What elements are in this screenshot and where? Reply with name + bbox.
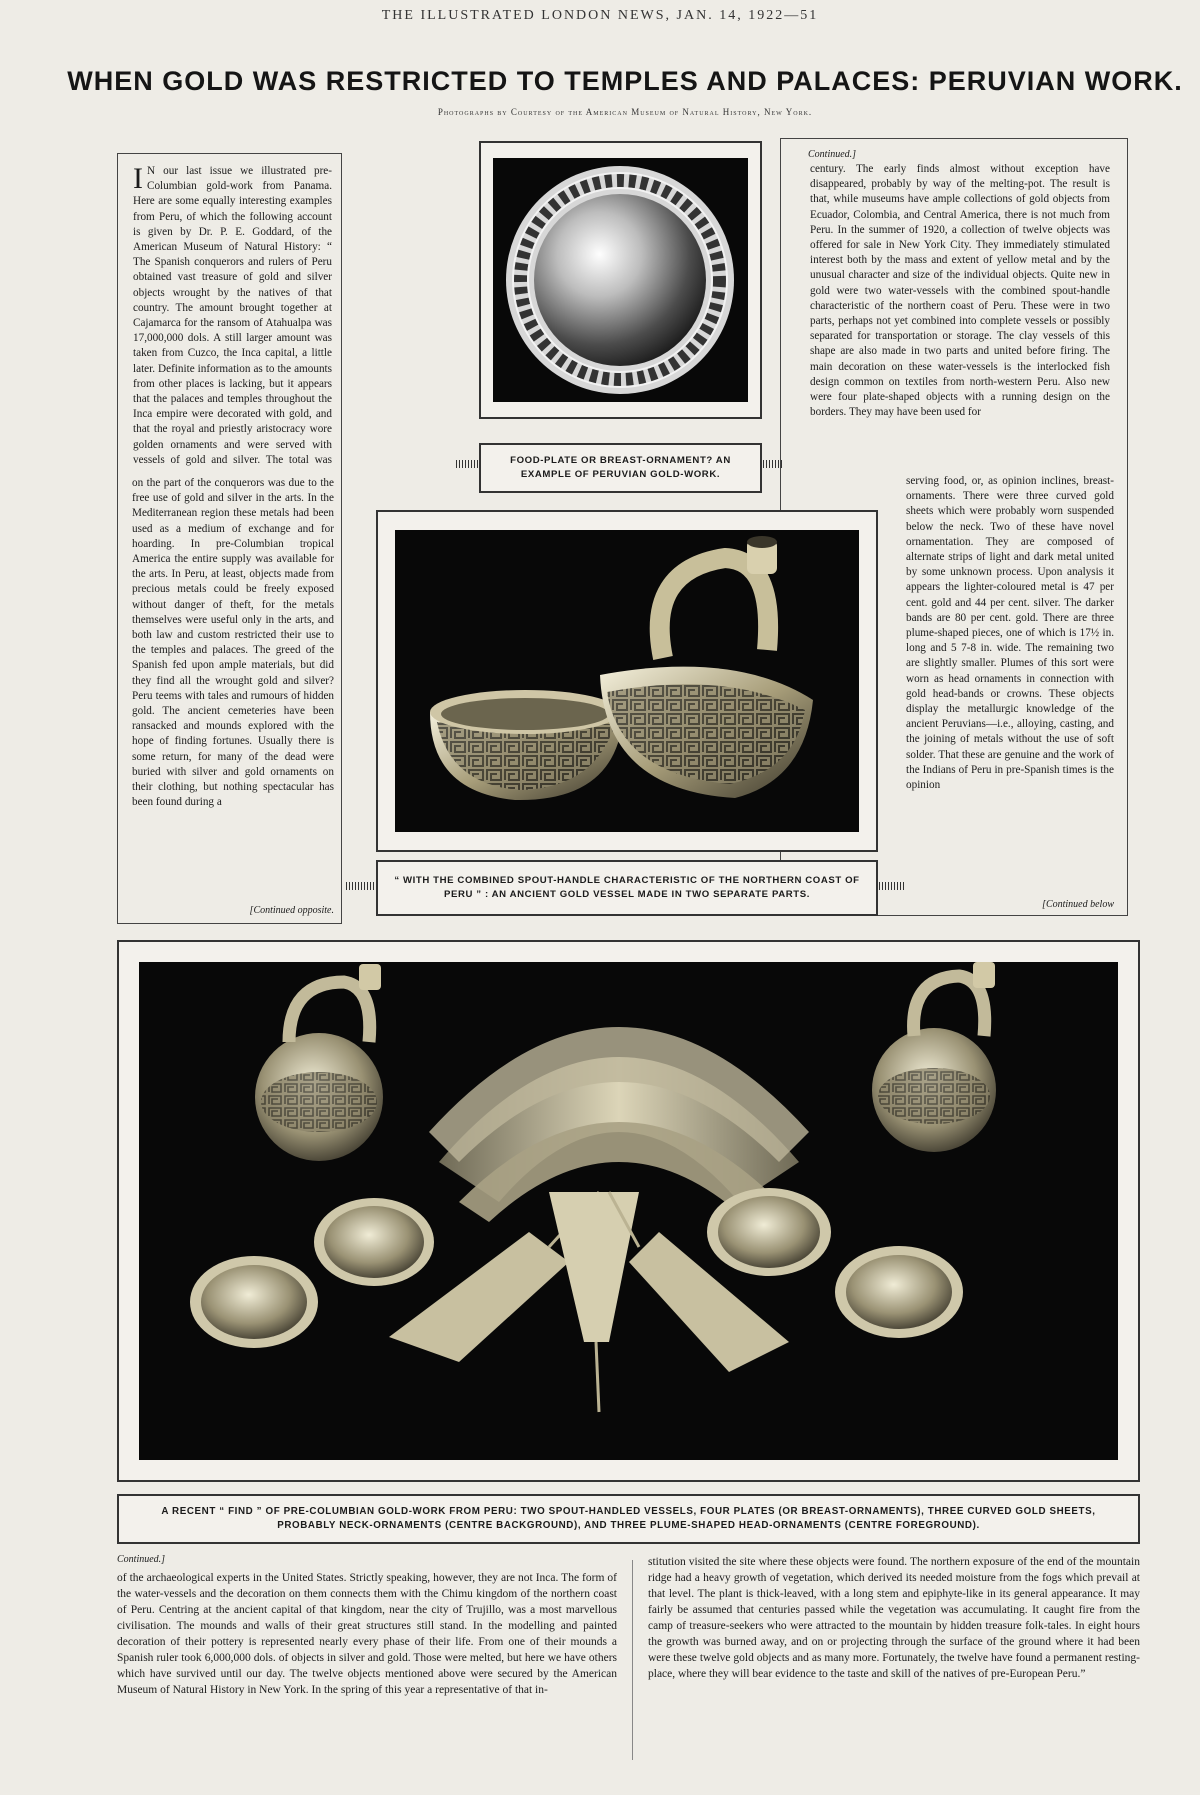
column-rule bbox=[632, 1560, 633, 1760]
vessel-caption: “ WITH THE COMBINED SPOUT-HANDLE CHARACTERISTIC OF THE NORTHERN COAST OF PERU ” : AN ANCIENT GOLD VESSEL MADE IN TWO SEPARATE PARTS. bbox=[376, 860, 878, 916]
left-narrow-text: on the part of the conquerors was due to the free use of gold and silver in the arts. In the Mediterranean region these metals had been used as a medium of exchange and for hoarding. In pre-Columbian tropical America the entire supply was available for the arts. In Peru, at least, objects made from precious metals could be freely exposed without danger of theft, for the metals themselves were useful only in the arts, and both law and custom restricted their use to the temples and palaces. The greed of the Spanish fed upon ample materials, but did they find all the wrought gold and silver? Peru teems with tales and rumours of hidden gold. The ancient cemeteries have been ransacked and mounds explored with the hope of finding fortunes. Usually there is some return, for many of the dead were buried with silver and gold ornaments on their clothing, but nothing spectacular has been found during a bbox=[132, 477, 334, 809]
page-title: WHEN GOLD WAS RESTRICTED TO TEMPLES AND PALACES: PERUVIAN WORK. bbox=[67, 66, 1183, 96]
gold-find-image bbox=[139, 962, 1118, 1460]
divider-hatch bbox=[876, 882, 906, 890]
running-head: THE ILLUSTRATED LONDON NEWS, JAN. 14, 1922—51 bbox=[381, 8, 819, 23]
find-photo bbox=[139, 962, 1118, 1460]
plate-photo-frame bbox=[479, 141, 762, 419]
divider-hatch bbox=[456, 460, 480, 468]
left-continued-note: [Continued opposite. bbox=[249, 905, 334, 916]
right-continued-top: Continued.] bbox=[808, 149, 857, 160]
gold-plate-image bbox=[493, 158, 748, 402]
photo-credit: Photographs by Courtesy of the American Museum of Natural History, New York. bbox=[437, 107, 813, 117]
left-column-text bbox=[133, 164, 332, 470]
find-caption: A RECENT “ FIND ” OF PRE-COLUMBIAN GOLD-WORK FROM PERU: TWO SPOUT-HANDLED VESSELS, FOUR PLATES (OR BREAST-ORNAMENTS), THREE CURVED GOLD SHEETS, PROBABLY NECK-ORNAMENTS (CENTRE BACKGROUND), AND THREE PLUME-SHAPED HEAD-ORNAMENTS (CENTRE FOREGROUND). bbox=[117, 1494, 1140, 1544]
plate-caption: FOOD-PLATE OR BREAST-ORNAMENT? AN EXAMPLE OF PERUVIAN GOLD-WORK. bbox=[479, 443, 762, 493]
plate-photo bbox=[493, 158, 748, 402]
right-narrow-text: serving food, or, as opinion inclines, breast-ornaments. There were three curved gold sheets which were probably worn suspended below the neck. Two of these have novel ornamentation. They are composed of alternate strips of light and dark metal united by some unknown process. Upon analysis it appears the lighter-coloured metal is 47 per cent. gold and 44 per cent. silver. The darker bands are 80 per cent. gold. There are three plume-shaped pieces, one of which is 17½ in. long and 5 7-8 in. wide. The remaining two are slightly smaller. Plumes of this sort were worn as head ornaments in connection with gold head-bands or crowns. These objects display the metallurgic knowledge of the ancient Peruvians—i.e., alloying, casting, and the joining of metals without the use of soft solder. That these are genuine and the work of the Indians of Peru in pre-Spanish times is the opinion bbox=[906, 475, 1114, 792]
left-intro-text: N our last issue we illustrated pre-Columbian gold-work from Panama. Here are some equally interesting examples from Peru, of which the following account is given by Dr. P. E. Goddard, of the American Museum of Natural History: “ The Spanish conquerors and rulers of Peru obtained vast treasure of gold and silver objects wrought by the natives of that country. The amount brought together at Cajamarca for the ransom of Atahualpa was 17,000,000 dols. A still larger amount was taken from Cuzco, the Inca capital, a little later. Definite information as to the amounts from other places is lacking, but it appears that the palaces and temples throughout the Inca empire were decorated with gold, and that the royal and priestly aristocracy wore golden ornaments and were served with vessels of gold and silver. The total was bbox=[133, 165, 332, 466]
right-upper-text: century. The early finds almost without exception have disappeared, probably by way of the melting-pot. The result is that, while museums have ample collections of gold objects from Ecuador, Colombia, and Central America, there is not much from Peru. In the summer of 1920, a collection of twelve objects was offered for sale in New York City. They immediately stimulated interest both by the mass and extent of yellow metal and by the unusual character and size of the individual objects. Quite new in gold were two water-vessels with the combined spout-handle characteristic of the northern coast of Peru. These were in two parts, perhaps not yet combined into complete vessels or possibly separated for transportation or storage. The clay vessels of this shape are also made in two parts and united before firing. The main decoration on these water-vessels is the interlocked fish design common on textiles from north-western Peru. Also new were four plate-shaped objects with a running design on the borders. They may have been used for bbox=[810, 163, 1110, 419]
right-continued-note: [Continued below bbox=[1042, 899, 1114, 910]
gold-vessel-image bbox=[395, 530, 859, 832]
vessel-photo-frame bbox=[376, 510, 878, 852]
divider-hatch bbox=[760, 460, 784, 468]
bottom-right-text: stitution visited the site where these objects were found. The northern exposure of the end of the mountain ridge had a heavy growth of vegetation, which derived its needed moisture from the fogs which prevail at that level. The plant is thick-leaved, with a long stem and epiphyte-like in its general appearance. It may fairly be assumed that centuries passed while the vegetation was accumulating. It caught fire from the camp of treasure-seekers who were attracted to the mountain by hidden treasure folk-tales. In eight hours the growth was burned away, and on or projecting through the surface of the ground where it had been were these twelve gold objects and as many more. Fortunately, the twelve have found a permanent resting-place, where they will bear evidence to the taste and skill of the natives of pre-European Peru.” bbox=[648, 1556, 1140, 1680]
vessel-photo bbox=[395, 530, 859, 832]
divider-hatch bbox=[346, 882, 376, 890]
find-photo-frame bbox=[117, 940, 1140, 1482]
bottom-continued-top: Continued.] bbox=[117, 1554, 166, 1565]
bottom-left-text: of the archaeological experts in the United States. Strictly speaking, however, they are not Inca. The form of the water-vessels and the decoration on them connects them with the Chimu kingdom of the northern coast of Peru. Centring at the ancient capital of that kingdom, near the city of Trujillo, was a most marvellous civilisation. The mounds and walls of their great structures still stand. In the modelling and painted decoration of their pottery is represented nearly every phase of their life. From one of their mounds a Spanish ruler took 6,000,000 dols. of objects in silver and gold. Those were melted, but here we have others which have survived until our day. The twelve objects mentioned above were secured by the American Museum of Natural History in New York. In the spring of this year a representative of that in- bbox=[117, 1572, 617, 1696]
drop-cap: I bbox=[133, 164, 143, 195]
